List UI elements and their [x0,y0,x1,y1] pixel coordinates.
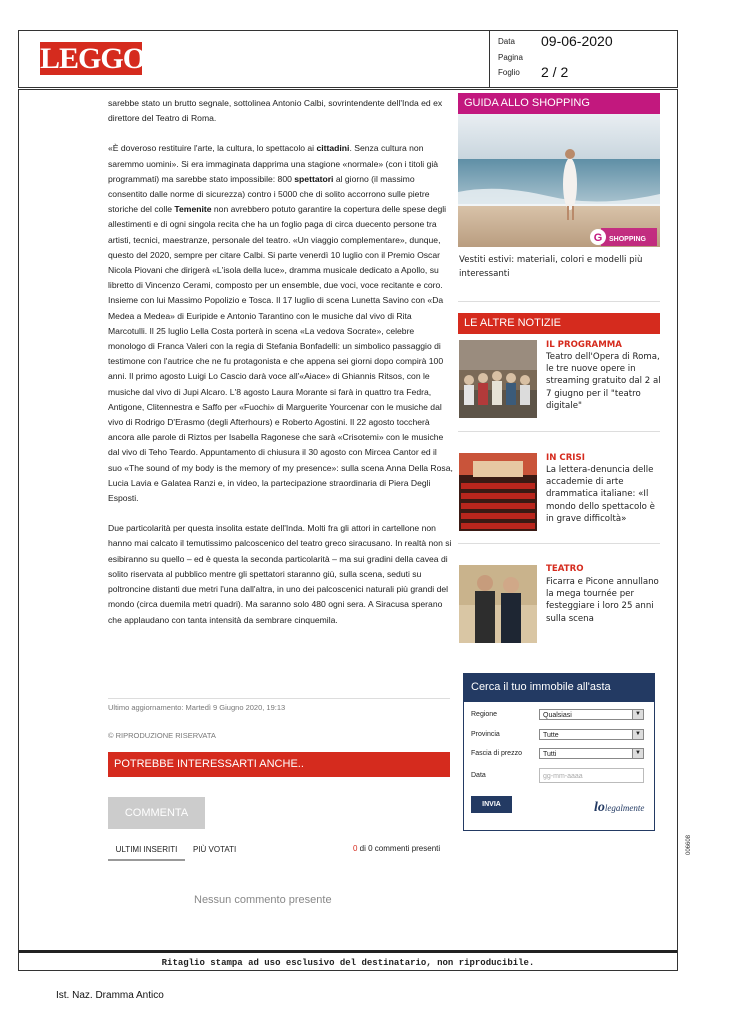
article-paragraph: «È doveroso restituire l'arte, la cultura, lo spettacolo ai cittadini. Senza cultura non saremmo uomini». Si era immaginata dapprima una stagione «normale» (con i titoli già programmati) ma sarebbe stato impossibile: 800 spettatori al giorno (il massimo consentito dalle norme di sicurezza) contro i 5000 che di solito accorrono sulle pietre storiche del colle Temenite non avrebbero potuto garantire la copertura delle spese degli allestimenti e di ogni singola recita che ha un foglio paga di circa duecento persone tra artisti, tecnici, maestranze, personale del teatro. «Un viaggio complementare», dunque, questo del 2020, sempre per citare Calbi. Si parte venerdì 10 luglio con il Premio Oscar Nicola Piovani che dirigerà «L'isola della luce», dramma musicale dedicato a Apollo, su libretto di Vincenzo Cerami, composto per un ensemble, due voci, voce recitante e coro. Insieme con lui Massimo Popolizio e Tosca. Il 17 luglio di scena Lunetta Savino con «Da Medea a Medea» di Euripide e Antonio Tarantino con le musiche dal vivo di Rita Marcotulli. Il 25 luglio Lella Costa porterà in scena «La vedova Socrate», celebre monologo di Franca Valeri con la regia di Stefania Bonfadelli: un simbolico passaggio di testimone con l'autrice che ne fu protagonista e che appena sei giorni dopo compirà 100 anni. Il primo agosto Luigi Lo Cascio darà voce all'«Aiace» di Ghiannis Ritsos, con le musiche dal vivo di Jupi Alcaro. L'8 agosto Laura Morante si farà in quattro tra Fedra, Antigone, Clitennestra e Saffo per «Fuochi» di Marguerite Yourcenar con le musiche dal vivo di Rodrigo D'Erasmo (degli Afterhours) e Roberto Agostini. Il 22 agosto toccherà ancora alle parole di Riztos per Isabella Ragonese che sarà «Crisotemi» con le musiche dal vivo di Teho Teardo. Appuntamento di chiusura il 30 agosto con Mircea Cantor ed il suo «The sound of my body is the memory of my presence»: sulla scena Anna Della Rosa, Lucia Lavia e Galatea Ranzi e, in video, la partecipazione straordinaria di Piera Degli Esposti. [108,143,453,504]
chevron-down-icon: ▼ [632,749,643,758]
svg-text:SHOPPING: SHOPPING [609,236,646,243]
article-paragraph: sarebbe stato un brutto segnale, sottolinea Antonio Calbi, sovrintendente dell'Inda ed ex direttore del Teatro di Roma. [108,98,443,124]
shopping-caption[interactable]: Vestiti estivi: materiali, colori e modelli più interessanti [459,255,643,279]
copyright-notice: © RIPRODUZIONE RISERVATA [108,731,216,740]
news-thumbnail[interactable] [459,453,537,531]
shopping-image[interactable] [458,114,660,247]
date-label: Data [471,772,486,779]
other-news-header: LE ALTRE NOTIZIE [458,313,660,334]
news-category: IL PROGRAMMA [546,340,622,350]
article-body [108,96,453,643]
svg-text:G: G [593,232,603,244]
province-select[interactable]: Tutte ▼ [539,729,644,740]
shopping-header[interactable]: GUIDA ALLO SHOPPING [458,93,660,114]
foglio-label: Foglio [498,68,520,77]
news-headline[interactable]: La lettera-denuncia delle accademie di arte drammatica italiane: «Il mondo dello spettacolo è in grave difficoltà» [546,465,655,524]
price-select[interactable]: Tutti ▼ [539,748,644,759]
region-label: Regione [471,711,498,718]
comment-count: 0 di 0 commenti presenti [353,844,441,853]
last-updated: Ultimo aggiornamento: Martedì 9 Giugno 2020, 19:13 [108,703,286,712]
foglio-value: 2 / 2 [541,64,569,80]
article-paragraph: Due particolarità per questa insolita estate dell'Inda. Molti fra gli attori in cartellone non hanno mai calcato il temutissimo palcoscenico del teatro greco siracusano. In realtà non si esibiranno su quello – ed è questa la seconda particolarità – ma sui gradini della cavea di solito riservata al pubblico mentre gli spettatori staranno giù, sulla scena, seduti su poltroncine distanti due metri l'una dall'altra, in uno dei palcoscenici naturali più grandi del mondo (circa duemila metri quadri). Ma saranno solo 480 ogni sera. A Siracusa sperano che applaudano con tanta intensità da sembrare cinquemila. [108,523,452,625]
price-label: Fascia di prezzo [471,750,522,757]
chevron-down-icon: ▼ [632,710,643,719]
news-category: TEATRO [546,564,584,574]
divider [108,698,450,699]
clipping-code: 006608 [686,834,692,855]
legalmente-logo: lolegalmente [594,800,645,815]
news-category: IN CRISI [546,453,585,463]
news-headline[interactable]: Ficarra e Picone annullano la mega tournée per festeggiare i loro 25 anni sulla scena [546,577,659,624]
divider [19,952,677,953]
tab-latest[interactable]: ULTIMI INSERITI [108,845,185,861]
header-divider [489,30,490,88]
data-value: 09-06-2020 [541,33,613,49]
divider [458,543,660,544]
news-thumbnail[interactable] [459,565,537,643]
region-select[interactable]: Qualsiasi ▼ [539,709,644,720]
pagina-label: Pagina [498,53,523,62]
news-thumbnail[interactable] [459,340,537,418]
tab-most-voted[interactable]: PIÙ VOTATI [193,845,237,854]
date-field[interactable]: gg-mm-aaaa [539,768,644,783]
related-bar[interactable]: POTREBBE INTERESSARTI ANCHE.. [108,752,450,777]
province-label: Provincia [471,731,500,738]
data-label: Data [498,37,515,46]
leggo-logo: LEGGO [40,42,146,75]
source-label: Ist. Naz. Dramma Antico [56,990,164,1001]
divider [458,301,660,302]
submit-button[interactable]: INVIA [471,796,512,813]
widget-title: Cerca il tuo immobile all'asta [463,673,655,702]
news-headline[interactable]: Teatro dell'Opera di Roma, le tre nuove opere in streaming gratuito dal 2 al 7 giugno per il "teatro digitale" [546,352,661,411]
empty-comments: Nessun commento presente [194,894,332,906]
clipping-notice: Ritaglio stampa ad uso esclusivo del destinatario, non riproducibile. [161,958,535,968]
divider [458,431,660,432]
comment-button[interactable]: COMMENTA [108,797,205,829]
chevron-down-icon: ▼ [632,730,643,739]
